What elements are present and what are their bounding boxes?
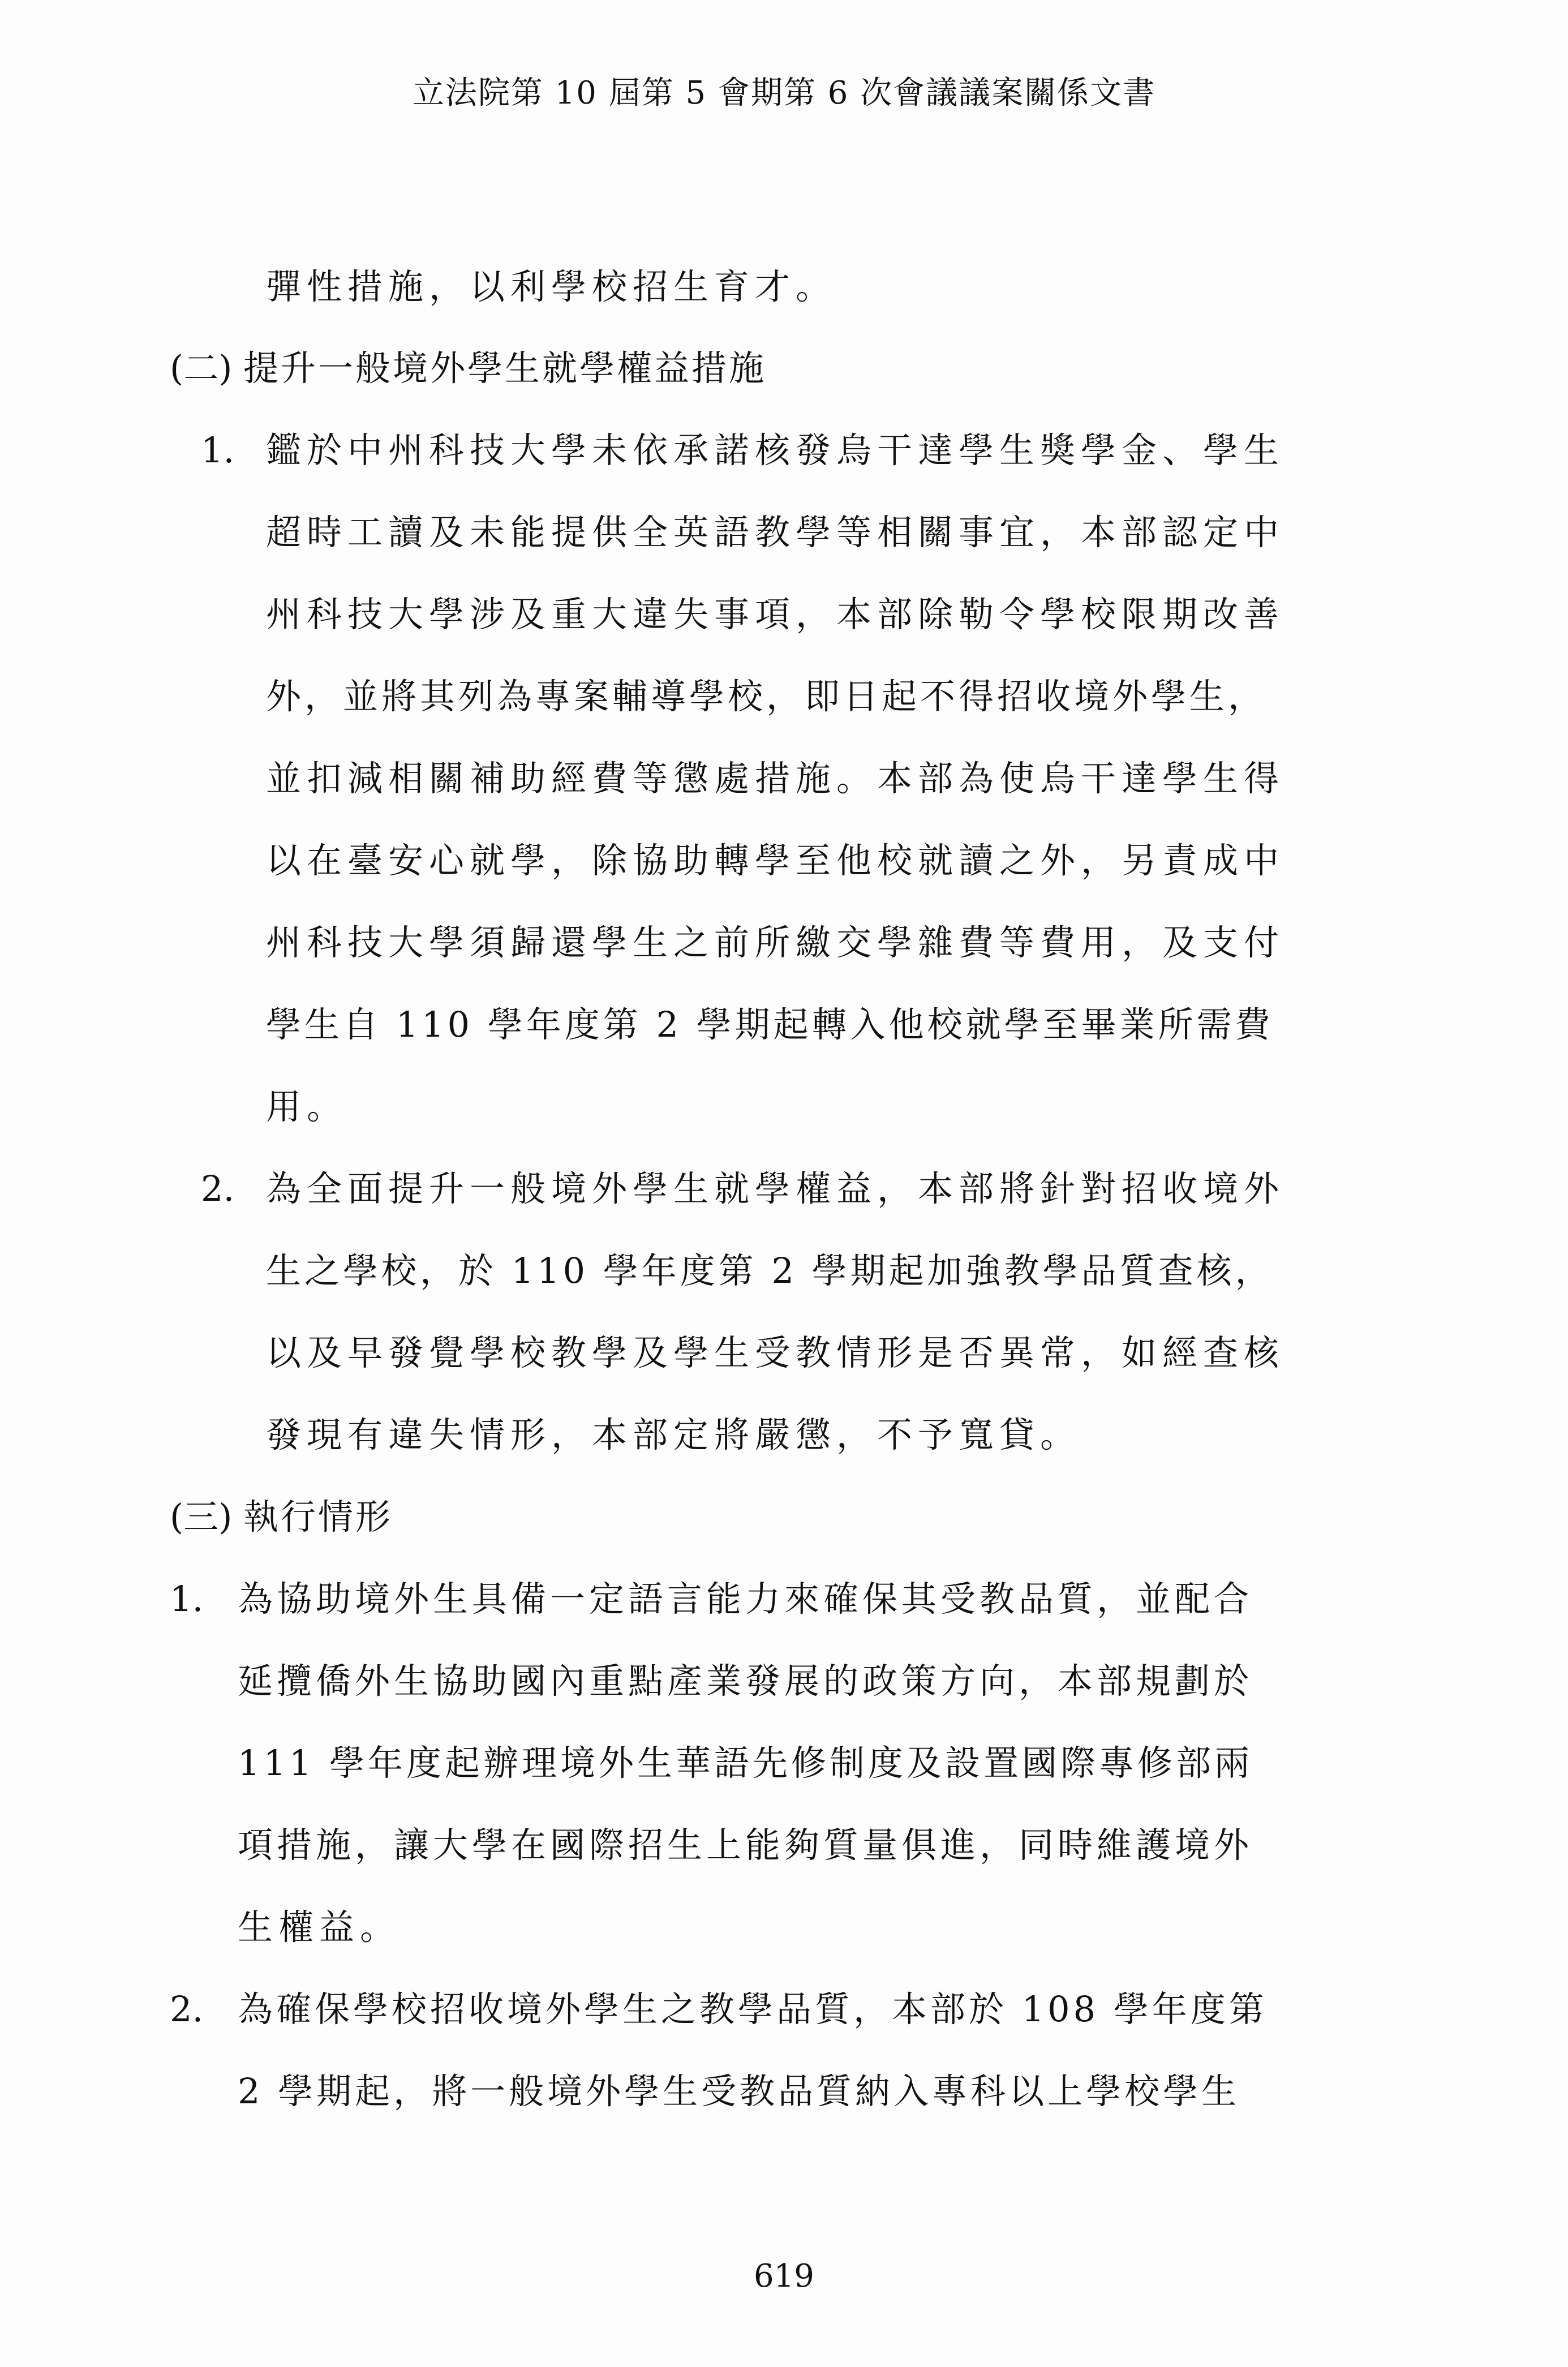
section-3-marker: (三) <box>170 1496 233 1537</box>
page-number: 619 <box>754 2258 814 2295</box>
section-3-item-2-marker: 2. <box>170 1988 204 2030</box>
section-2-item-1-marker: 1. <box>201 429 235 471</box>
section-2-item-2-line: 以及早發覺學校教學及學生受教情形是否異常，如經查核 <box>266 1332 1285 1373</box>
section-2-marker: (二) <box>170 347 233 389</box>
section-3-item-1-line: 生權益。 <box>238 1906 401 1948</box>
section-2-item-1-line: 鑑於中州科技大學未依承諾核發烏干達學生獎學金、學生 <box>266 429 1285 471</box>
section-2-item-2-line: 發現有違失情形，本部定將嚴懲，不予寬貸。 <box>266 1414 1081 1455</box>
section-2-item-1-line: 以在臺安心就學，除協助轉學至他校就讀之外，另責成中 <box>266 840 1285 881</box>
section-3-item-1-line: 111 學年度起辦理境外生華語先修制度及設置國際專修部兩 <box>238 1742 1253 1784</box>
section-3-item-2-line: 2 學期起，將一般境外學生受教品質納入專科以上學校學生 <box>238 2070 1240 2112</box>
section-2-item-2-line: 為全面提升一般境外學生就學權益，本部將針對招收境外 <box>266 1168 1285 1209</box>
section-2-item-2-marker: 2. <box>201 1168 235 1209</box>
section-2-item-1-line: 用。 <box>266 1086 348 1127</box>
section-3-item-1-marker: 1. <box>170 1578 204 1619</box>
section-2-item-1-line: 州科技大學須歸還學生之前所繳交學雜費等費用，及支付 <box>266 922 1285 963</box>
section-2-item-2-line: 生之學校，於 110 學年度第 2 學期起加強教學品質查核， <box>266 1250 1274 1291</box>
section-2-item-1-line: 超時工讀及未能提供全英語教學等相關事宜，本部認定中 <box>266 512 1285 553</box>
section-2-item-1-line: 州科技大學涉及重大違失事項，本部除勒令學校限期改善 <box>266 594 1285 635</box>
continuation-line: 彈性措施，以利學校招生育才。 <box>266 266 837 307</box>
section-2-item-1-line: 並扣減相關補助經費等懲處措施。本部為使烏干達學生得 <box>266 758 1285 799</box>
section-3-heading: 執行情形 <box>243 1496 393 1537</box>
section-2-item-1-line: 學生自 110 學年度第 2 學期起轉入他校就學至畢業所需費 <box>266 1004 1274 1045</box>
section-3-item-1-line: 項措施，讓大學在國際招生上能夠質量俱進，同時維護境外 <box>238 1824 1253 1866</box>
document-header: 立法院第 10 屆第 5 會期第 6 次會議議案關係文書 <box>412 75 1156 111</box>
section-3-item-1-line: 為協助境外生具備一定語言能力來確保其受教品質，並配合 <box>238 1578 1253 1619</box>
section-2-heading: 提升一般境外學生就學權益措施 <box>243 347 767 389</box>
section-2-item-1-line: 外，並將其列為專案輔導學校，即日起不得招收境外學生， <box>266 676 1267 717</box>
section-3-item-2-line: 為確保學校招收境外學生之教學品質，本部於 108 學年度第 <box>238 1988 1268 2030</box>
section-3-item-1-line: 延攬僑外生協助國內重點產業發展的政策方向，本部規劃於 <box>238 1660 1253 1702</box>
